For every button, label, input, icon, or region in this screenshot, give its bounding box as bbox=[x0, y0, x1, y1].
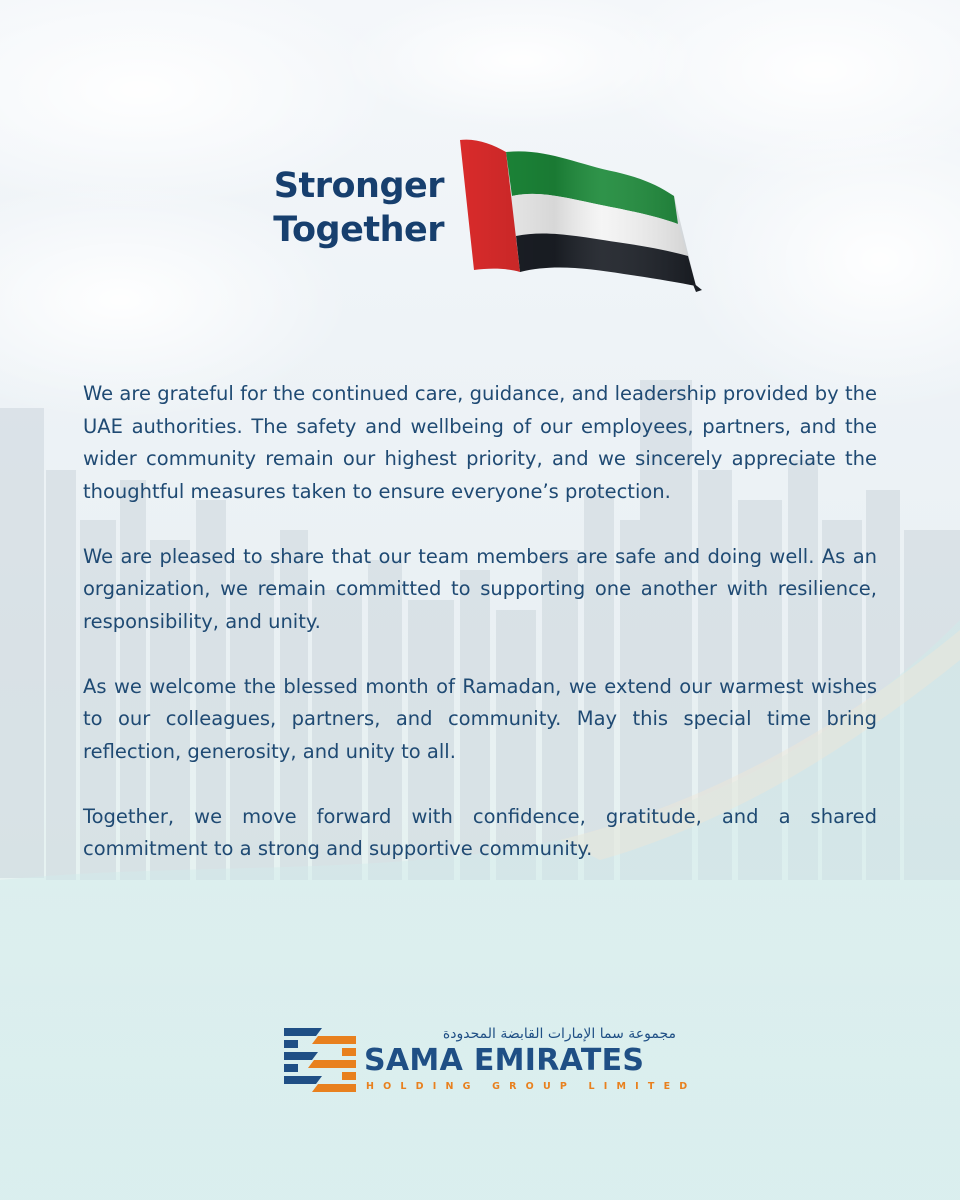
sama-emirates-logo-mark-icon bbox=[282, 1024, 358, 1094]
paragraph-gratitude: We are grateful for the continued care, guidance, and leadership provided by the UAE authorities. The safety and wellbeing of our employees, partners, and the wider community remain our highest priority, and we sincerely appreciate the thoughtful measures taken to ensure everyone’s protection. bbox=[83, 382, 877, 503]
logo-company-name: SAMA EMIRATES bbox=[364, 1043, 645, 1078]
title-line-1: Stronger bbox=[273, 166, 444, 206]
paragraph-team-safety: We are pleased to share that our team members are safe and doing well. As an organization, we remain committed to supporting one another with resilience, responsibility, and unity. bbox=[83, 544, 877, 633]
flag-tail bbox=[692, 282, 702, 292]
title-line-2: Together bbox=[273, 210, 444, 250]
logo-subtitle: HOLDING GROUP LIMITED bbox=[366, 1081, 697, 1092]
flag-shading bbox=[460, 140, 696, 286]
uae-flag-icon bbox=[456, 134, 706, 298]
logo-arabic-name: مجموعة سما الإمارات القابضة المحدودة bbox=[442, 1026, 676, 1042]
paragraph-ramadan-wishes: As we welcome the blessed month of Ramadan, we extend our warmest wishes to our colleagues, partners, and community. May this special time bring reflection, generosity, and unity to all. bbox=[83, 674, 877, 763]
company-logo bbox=[282, 1024, 697, 1100]
message-body bbox=[83, 378, 877, 898]
page-title bbox=[273, 164, 444, 252]
paragraph-closing: Together, we move forward with confidence, gratitude, and a shared commitment to a strong and supportive community. bbox=[83, 804, 877, 860]
